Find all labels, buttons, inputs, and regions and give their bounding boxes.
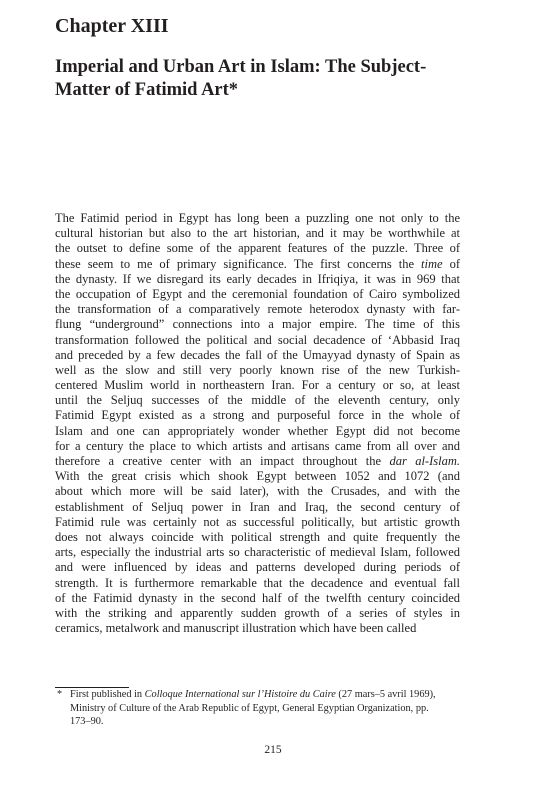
body-line: the transformation of a comparatively remote heterodox dynasty with far-	[55, 302, 460, 317]
body-line: therefore a creative center with an impact throughout the dar al-Islam.	[55, 454, 460, 468]
body-line: well as the slow and still very poorly known rise of the new Turkish-	[55, 362, 460, 377]
body-line: establishment of Seljuq power in Iran and Iraq, the second century of	[55, 499, 460, 514]
body-line: about which more will be said later), with the Crusades, and with the	[55, 484, 460, 499]
italic-text: Colloque International sur l’Histoire du Caire	[144, 689, 336, 700]
italic-text: time	[421, 256, 443, 271]
body-line: until the Seljuq successes of the middle of the eleventh century, only	[55, 393, 460, 408]
body-line: the outset to define some of the apparent features of the puzzle. Three of	[55, 241, 460, 256]
body-line: and preceded by a few decades the fall of the Umayyad dynasty of Spain as	[55, 347, 460, 362]
footnote-body	[70, 688, 460, 729]
footnote-line: 173–90.	[70, 716, 104, 727]
body-line: ceramics, metalwork and manuscript illustration which have been called	[55, 621, 417, 636]
body-line: the dynasty. If we disregard its early decades in Ifriqiya, it was in 969 that	[55, 271, 460, 286]
body-line: Fatimid rule was certainly not as successful politically, but artistic growth	[55, 514, 460, 529]
body-text	[55, 211, 460, 636]
chapter-label: Chapter XIII	[55, 15, 169, 37]
chapter-title	[55, 56, 455, 102]
body-line: cultural historian but also to the art historian, and it may be worthwhile at	[55, 226, 460, 241]
body-line: the occupation of Egypt and the ceremonial foundation of Cairo symbolized	[55, 286, 460, 301]
chapter-title-line: Imperial and Urban Art in Islam: The Subject-	[55, 57, 427, 77]
body-line: with the striking and apparently sudden growth of a series of styles in	[55, 605, 460, 620]
footnote-line: Ministry of Culture of the Arab Republic of Egypt, General Egyptian Organization, pp.	[70, 702, 429, 714]
body-line: The Fatimid period in Egypt has long been a puzzling one not only to the	[55, 211, 460, 225]
body-line: Fatimid Egypt existed as a strong and purposeful force in the whole of	[55, 408, 460, 423]
page-number: 215	[264, 744, 282, 756]
body-line: these seem to me of primary significance. The first concerns the time of	[55, 256, 460, 271]
italic-text: dar al-Islam.	[389, 454, 460, 468]
footnote-line: First published in Colloque International sur l’Histoire du Caire (27 mars–5 avril 1969),	[70, 689, 436, 700]
chapter-title-line: Matter of Fatimid Art*	[55, 80, 239, 100]
body-line: arts, especially the industrial arts so characteristic of medieval Islam, followed	[55, 545, 460, 560]
body-line: centered Muslim world in northeastern Iran. For a century or so, at least	[55, 378, 460, 393]
body-line: and were influenced by ideas and patterns developed during periods of	[55, 560, 460, 575]
body-line: strength. It is furthermore remarkable that the decadence and eventual fall	[55, 575, 460, 590]
body-line: transformation followed the political and social decadence of ‘Abbasid Iraq	[55, 332, 460, 347]
body-line: Islam and one can appropriately wonder whether Egypt did not become	[55, 423, 460, 438]
footnote	[55, 688, 460, 729]
body-line: of the Fatimid dynasty in the second half of the twelfth century coincided	[55, 590, 460, 605]
body-line: With the great crisis which shook Egypt between 1052 and 1072 (and	[55, 469, 460, 484]
body-line: for a century the place to which artists and artisans came from all over and	[55, 438, 460, 453]
footnote-mark: *	[57, 689, 63, 700]
body-line: flung “underground” connections into a major empire. The time of this	[55, 317, 460, 332]
body-line: does not always coincide with political strength and quite frequently the	[55, 529, 460, 544]
